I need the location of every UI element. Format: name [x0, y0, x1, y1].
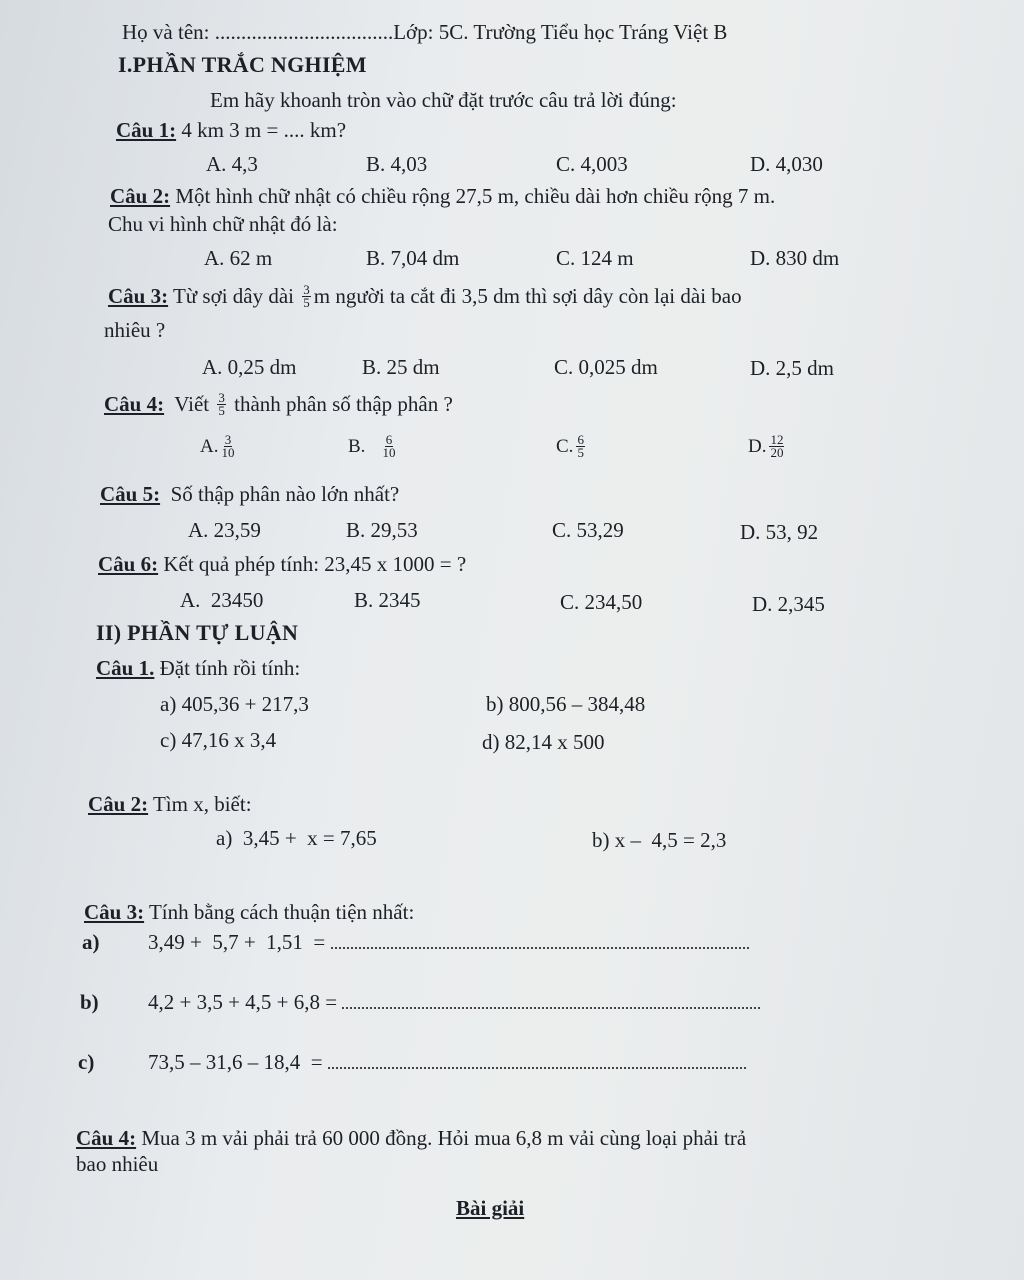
q4-option-b-letter: B.: [348, 435, 366, 457]
e3-item-a-letter: a): [82, 930, 100, 954]
e3-label: Câu 3:: [84, 900, 145, 924]
q1-question: [116, 118, 346, 143]
q4-text-after: thành phân số thập phân ?: [228, 392, 453, 416]
q4-question: [104, 392, 453, 417]
e4-text: Mua 3 m vải phải trả 60 000 đồng. Hỏi mua 6,8 m vải cùng loại phải trả: [136, 1126, 747, 1150]
e2-text: Tìm x, biết:: [148, 792, 252, 816]
part1-instruction: Em hãy khoanh tròn vào chữ đặt trước câu trả lời đúng:: [210, 88, 677, 112]
name-label: Họ và tên:: [122, 20, 215, 44]
e4-label: Câu 4:: [76, 1126, 137, 1150]
e1-label: Câu 1.: [96, 656, 155, 680]
q6-option-b[interactable]: B. 2345: [354, 588, 421, 612]
q2-option-c[interactable]: C. 124 m: [556, 246, 634, 270]
q3-text-line2: nhiêu ?: [104, 318, 166, 342]
q3-option-a[interactable]: A. 0,25 dm: [202, 355, 297, 379]
e1-part-d: d) 82,14 x 500: [482, 730, 605, 754]
q4-option-d-letter: D.: [748, 435, 767, 457]
q2-text: Một hình chữ nhật có chiều rộng 27,5 m, chiều dài hơn chiều rộng 7 m.: [170, 184, 776, 208]
q4-label: Câu 4:: [104, 392, 165, 416]
e3-item-c-letter: c): [78, 1050, 95, 1074]
q3-option-d[interactable]: D. 2,5 dm: [750, 356, 834, 380]
q5-question: [100, 482, 399, 507]
part2-title: II) PHẦN TỰ LUẬN: [96, 620, 299, 645]
q1-label: Câu 1:: [116, 118, 177, 142]
q4-option-b-fraction: [382, 434, 395, 459]
e3-item-b-letter: b): [80, 990, 99, 1014]
q1-option-a[interactable]: A. 4,3: [206, 152, 258, 176]
q4-option-a-num: 3: [224, 432, 232, 447]
e3-item-c-answer-line[interactable]: [328, 1053, 746, 1069]
solution-title: Bài giải: [456, 1196, 525, 1220]
q4-option-b[interactable]: [348, 434, 398, 459]
e2-label: Câu 2:: [88, 792, 149, 816]
q3-question: [108, 284, 742, 309]
e1-text: Đặt tính rồi tính:: [154, 656, 301, 680]
q4-option-b-den: 10: [382, 445, 396, 460]
q1-option-d[interactable]: D. 4,030: [750, 152, 823, 176]
q5-label: Câu 5:: [100, 482, 161, 506]
q5-text: Số thập phân nào lớn nhất?: [160, 482, 400, 506]
q2-option-d[interactable]: D. 830 dm: [750, 246, 840, 270]
e4-question: [76, 1126, 746, 1151]
q6-question: [98, 552, 466, 577]
q4-text-before: Viết: [164, 392, 215, 416]
q4-option-b-num: 6: [385, 432, 393, 447]
q4-option-c[interactable]: [556, 434, 588, 459]
q4-frac-num: 3: [218, 390, 225, 405]
q3-fraction: [302, 284, 311, 309]
e2-part-b: b) x – 4,5 = 2,3: [592, 828, 727, 852]
e1-part-a: a) 405,36 + 217,3: [160, 692, 309, 716]
q5-option-a[interactable]: A. 23,59: [188, 518, 261, 542]
q2-label: Câu 2:: [110, 184, 171, 208]
q5-option-d[interactable]: D. 53, 92: [740, 520, 819, 544]
q3-text-before: Từ sợi dây dài: [168, 284, 300, 308]
q4-option-d-num: 12: [770, 432, 784, 447]
q6-label: Câu 6:: [98, 552, 159, 576]
e3-item-c: [78, 1050, 746, 1075]
q5-option-c[interactable]: C. 53,29: [552, 518, 624, 542]
q4-option-a-fraction: [221, 434, 234, 459]
class-school: Lớp: 5C. Trường Tiểu học Tráng Việt B: [393, 20, 728, 44]
q6-option-d[interactable]: D. 2,345: [752, 592, 825, 616]
e3-text: Tính bằng cách thuận tiện nhất:: [144, 900, 415, 924]
e2-part-a: a) 3,45 + x = 7,65: [216, 826, 377, 850]
e3-item-a: [82, 930, 749, 955]
e4-text-line2: bao nhiêu: [76, 1152, 159, 1176]
q1-option-c[interactable]: C. 4,003: [556, 152, 628, 176]
q4-option-d[interactable]: [748, 434, 787, 459]
q3-frac-num: 3: [303, 282, 310, 297]
q4-option-c-den: 5: [577, 445, 584, 460]
q2-text-line2: Chu vi hình chữ nhật đó là:: [108, 212, 338, 236]
e3-item-a-expr: 3,49 + 5,7 + 1,51 =: [148, 930, 326, 954]
q1-text: 4 km 3 m = .... km?: [176, 118, 347, 142]
e3-item-b-expr: 4,2 + 3,5 + 4,5 + 6,8 =: [148, 990, 338, 1014]
q4-option-a-letter: A.: [200, 435, 219, 457]
e3-item-a-answer-line[interactable]: [331, 933, 749, 949]
q4-option-a-den: 10: [221, 445, 235, 460]
e1-part-b: b) 800,56 – 384,48: [486, 692, 646, 716]
student-name-line: [122, 20, 727, 45]
q4-frac-den: 5: [218, 403, 225, 418]
e3-item-b-answer-line[interactable]: [342, 993, 760, 1009]
q2-option-b[interactable]: B. 7,04 dm: [366, 246, 460, 270]
q3-option-c[interactable]: C. 0,025 dm: [554, 355, 658, 379]
q3-frac-den: 5: [303, 295, 310, 310]
e1-question: [96, 656, 300, 681]
q6-text: Kết quả phép tính: 23,45 x 1000 = ?: [158, 552, 467, 576]
name-blank: ..................................: [214, 20, 394, 44]
q5-option-b[interactable]: B. 29,53: [346, 518, 418, 542]
q3-label: Câu 3:: [108, 284, 169, 308]
part1-title: I.PHẦN TRẮC NGHIỆM: [118, 52, 367, 77]
q2-question: [110, 184, 775, 209]
q4-option-d-den: 20: [770, 445, 784, 460]
q6-option-c[interactable]: C. 234,50: [560, 590, 643, 614]
q1-option-b[interactable]: B. 4,03: [366, 152, 428, 176]
q4-option-c-fraction: [576, 434, 585, 459]
e1-part-c: c) 47,16 x 3,4: [160, 728, 277, 752]
q4-fraction: [217, 392, 226, 417]
e3-question: [84, 900, 414, 925]
q4-option-c-num: 6: [577, 432, 584, 447]
q3-option-b[interactable]: B. 25 dm: [362, 355, 440, 379]
q4-option-d-fraction: [769, 434, 784, 459]
e2-question: [88, 792, 252, 817]
q4-option-c-letter: C.: [556, 435, 574, 457]
q3-text-after: m người ta cắt đi 3,5 dm thì sợi dây còn lại dài bao: [313, 284, 742, 308]
q4-option-a[interactable]: [200, 434, 237, 459]
e3-item-c-expr: 73,5 – 31,6 – 18,4 =: [148, 1050, 323, 1074]
q6-option-a[interactable]: A. 23450: [180, 588, 264, 612]
q2-option-a[interactable]: A. 62 m: [204, 246, 273, 270]
e3-item-b: [80, 990, 760, 1015]
